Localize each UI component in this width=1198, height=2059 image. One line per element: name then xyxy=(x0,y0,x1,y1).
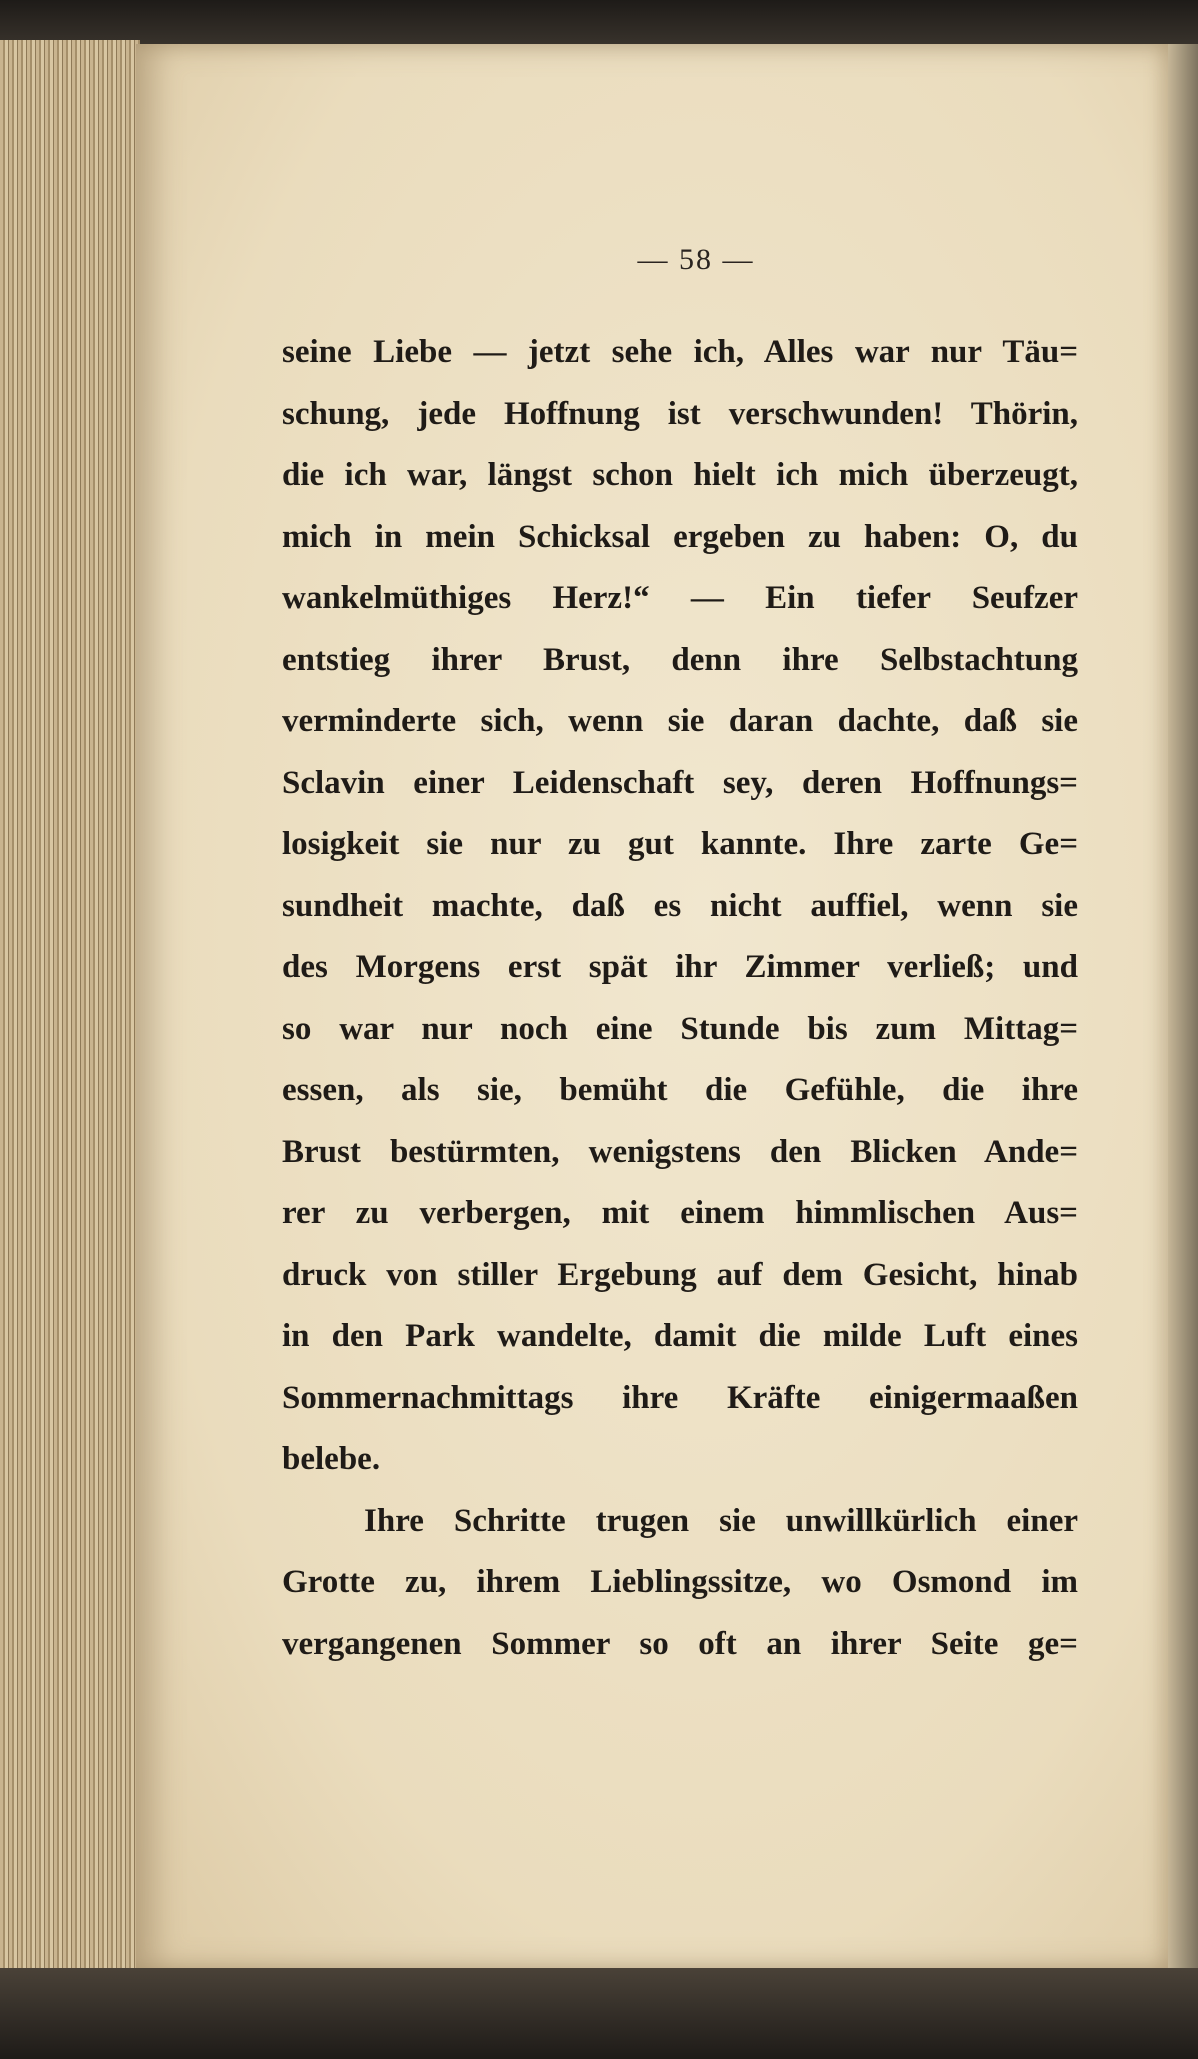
body-text xyxy=(282,322,1078,1675)
paragraph xyxy=(282,322,1078,1491)
text-line: essen, als sie, bemüht die Gefühle, die ihre xyxy=(282,1072,1078,1108)
book-cover-top xyxy=(0,0,1198,48)
text-line: seine Liebe — jetzt sehe ich, Alles war nur Täu= xyxy=(282,334,1078,370)
text-line: wankelmüthiges Herz!“ — Ein tiefer Seufzer xyxy=(282,580,1078,616)
text-line: Sclavin einer Leidenschaft sey, deren Hoffnungs= xyxy=(282,764,1078,801)
text-line: entstieg ihrer Brust, denn ihre Selbstachtung xyxy=(282,641,1078,678)
book-cover-bottom xyxy=(0,1968,1198,2059)
text-line: druck von stiller Ergebung auf dem Gesicht, hinab xyxy=(282,1256,1078,1293)
text-line: in den Park wandelte, damit die milde Luft eines xyxy=(282,1318,1078,1354)
text-line: Sommernachmittags ihre Kräfte einigermaaßen xyxy=(282,1379,1078,1416)
text-line: die ich war, längst schon hielt ich mich überzeugt, xyxy=(282,457,1078,493)
text-line: belebe. xyxy=(282,1441,381,1477)
text-line: verminderte sich, wenn sie daran dachte, daß sie xyxy=(282,703,1078,739)
text-line: Ihre Schritte trugen sie unwillkürlich einer xyxy=(364,1502,1078,1539)
paragraph xyxy=(282,1491,1078,1676)
text-line: losigkeit sie nur zu gut kannte. Ihre zarte Ge= xyxy=(282,826,1078,862)
text-line: mich in mein Schicksal ergeben zu haben: O, du xyxy=(282,518,1078,555)
page-edges xyxy=(0,40,140,1975)
text-line: Brust bestürmten, wenigstens den Blicken Ande= xyxy=(282,1133,1078,1170)
facing-page-edge xyxy=(1165,44,1198,1974)
text-line: schung, jede Hoffnung ist verschwunden! Thörin, xyxy=(282,395,1078,432)
text-line: Grotte zu, ihrem Lieblingssitze, wo Osmond im xyxy=(282,1564,1078,1600)
text-line: des Morgens erst spät ihr Zimmer verließ; und xyxy=(282,949,1078,985)
text-line: sundheit machte, daß es nicht auffiel, wenn sie xyxy=(282,887,1078,924)
page-number: — 58 — xyxy=(637,243,755,276)
text-line: vergangenen Sommer so oft an ihrer Seite ge= xyxy=(282,1625,1078,1662)
text-line: rer zu verbergen, mit einem himmlischen Aus= xyxy=(282,1195,1078,1231)
text-line: so war nur noch eine Stunde bis zum Mittag= xyxy=(282,1010,1078,1047)
